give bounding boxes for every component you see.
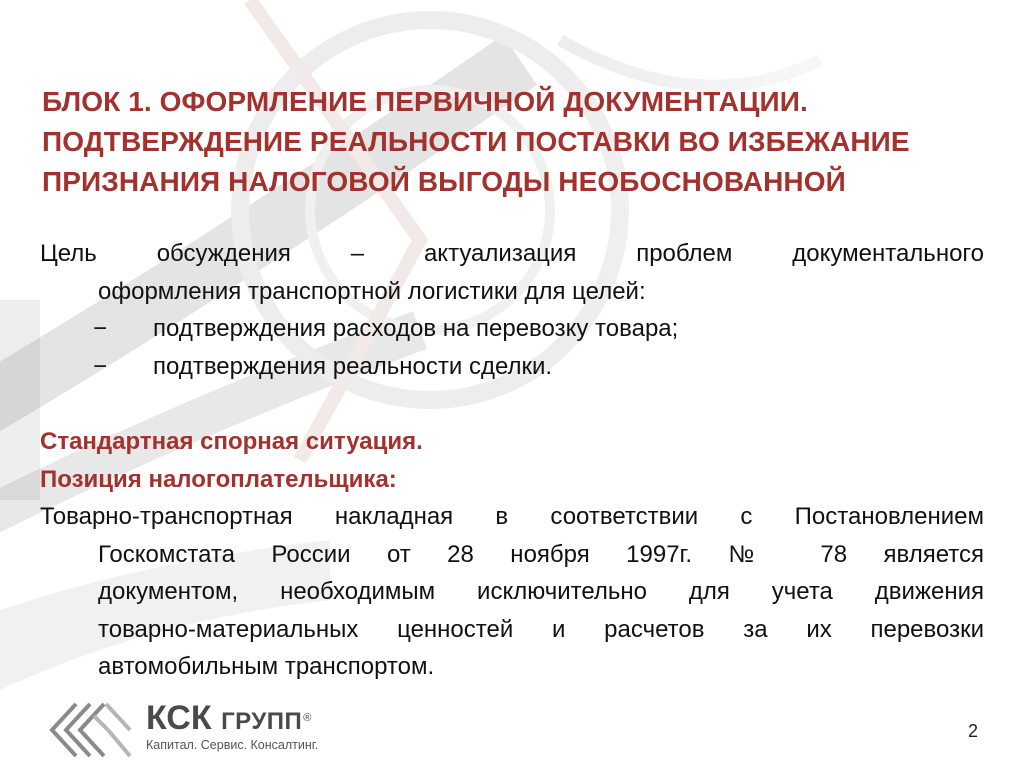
goal-text-line: Цель обсуждения – актуализация проблем документального [40,240,984,267]
brand-name-main: КСК [146,699,212,737]
goal-text-line: оформления транспортной логистики для целей: [98,277,646,305]
goal-section [40,235,984,385]
brand-name-sub: ГРУПП [221,708,303,735]
brand-name [146,698,311,742]
slide-title-line: ПРИЗНАНИЯ НАЛОГОВОЙ ВЫГОДЫ НЕОБОСНОВАННОЙ [42,166,846,197]
paragraph-line: Товарно-транспортная накладная в соответствии с Постановлением [40,503,984,530]
ksk-logo-icon [46,700,138,760]
list-item-text: подтверждения расходов на перевозку товара; [153,315,679,342]
page-number: 2 [968,721,979,741]
paragraph-line: Госкомстата России от 28 ноября 1997г. № 78 является [98,540,984,568]
brand-tagline: Капитал. Сервис. Консалтинг. [146,738,319,752]
list-item [40,310,984,348]
slide-title-line: ПОДТВЕРЖДЕНИЕ РЕАЛЬНОСТИ ПОСТАВКИ ВО ИЗБЕЖАНИЕ [42,126,910,157]
paragraph-line: автомобильным транспортом. [98,653,435,680]
list-item-text: подтверждения реальности сделки. [153,352,553,380]
paragraph-line: документом, необходимым исключительно для учета движения [98,578,984,605]
slide-title-line: БЛОК 1. ОФОРМЛЕНИЕ ПЕРВИЧНОЙ ДОКУМЕНТАЦИИ. [42,86,808,117]
dash-bullet: − [93,352,108,380]
position-section [40,423,984,686]
paragraph-line: товарно-материальных ценностей и расчетов за их перевозки [98,615,984,643]
dash-bullet: − [93,315,108,342]
list-item [40,348,984,386]
company-logo [46,698,346,762]
position-heading: Позиция налогоплательщика: [40,465,397,493]
situation-heading: Стандартная спорная ситуация. [40,428,423,455]
slide-title [42,82,992,202]
registered-mark: ® [303,712,312,724]
